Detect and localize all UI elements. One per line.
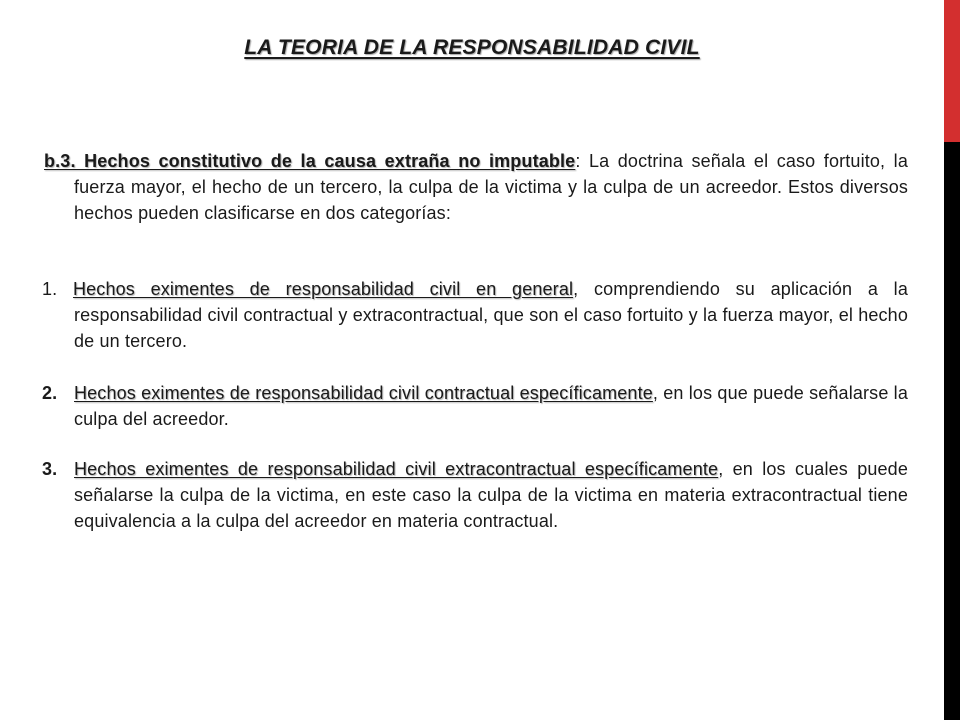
list-item-1 bbox=[42, 276, 908, 354]
list-item-3-heading: Hechos eximentes de responsabilidad civil extracontractual específicamente bbox=[74, 459, 719, 479]
list-item-2-text: , en los que puede señalarse la culpa del acreedor. bbox=[74, 383, 908, 429]
list-item-1-heading: Hechos eximentes de responsabilidad civil en general bbox=[72, 279, 574, 299]
list-item-3 bbox=[42, 456, 908, 534]
intro-heading: b.3. Hechos constitutivo de la causa extraña no imputable bbox=[44, 151, 576, 171]
list-item-2-marker: 2. bbox=[42, 383, 58, 403]
list-item-2 bbox=[42, 380, 908, 432]
list-item-3-text: , en los cuales puede señalarse la culpa de la victima, en este caso la culpa de la victima en materia extracontractual tiene equivalencia a la culpa del acreedor en materia contractual. bbox=[74, 459, 908, 531]
list-item-1-marker: 1. bbox=[42, 279, 58, 299]
slide-title: LA TEORIA DE LA RESPONSABILIDAD CIVIL bbox=[244, 36, 700, 59]
intro-paragraph bbox=[44, 148, 908, 226]
intro-separator: : bbox=[575, 151, 581, 171]
list-item-1-text: , comprendiendo su aplicación a la responsabilidad civil contractual y extracontractual, que son el caso fortuito y la fuerza mayor, el hecho de un tercero. bbox=[74, 279, 908, 351]
list-item-3-marker: 3. bbox=[42, 459, 58, 479]
intro-text: La doctrina señala el caso fortuito, la fuerza mayor, el hecho de un tercero, la culpa de la victima y la culpa de un acreedor. Estos diversos hechos pueden clasificarse en dos categorías: bbox=[74, 151, 908, 223]
list-item-2-heading: Hechos eximentes de responsabilidad civil contractual específicamente bbox=[74, 383, 653, 403]
right-side-bar-accent bbox=[944, 0, 960, 142]
